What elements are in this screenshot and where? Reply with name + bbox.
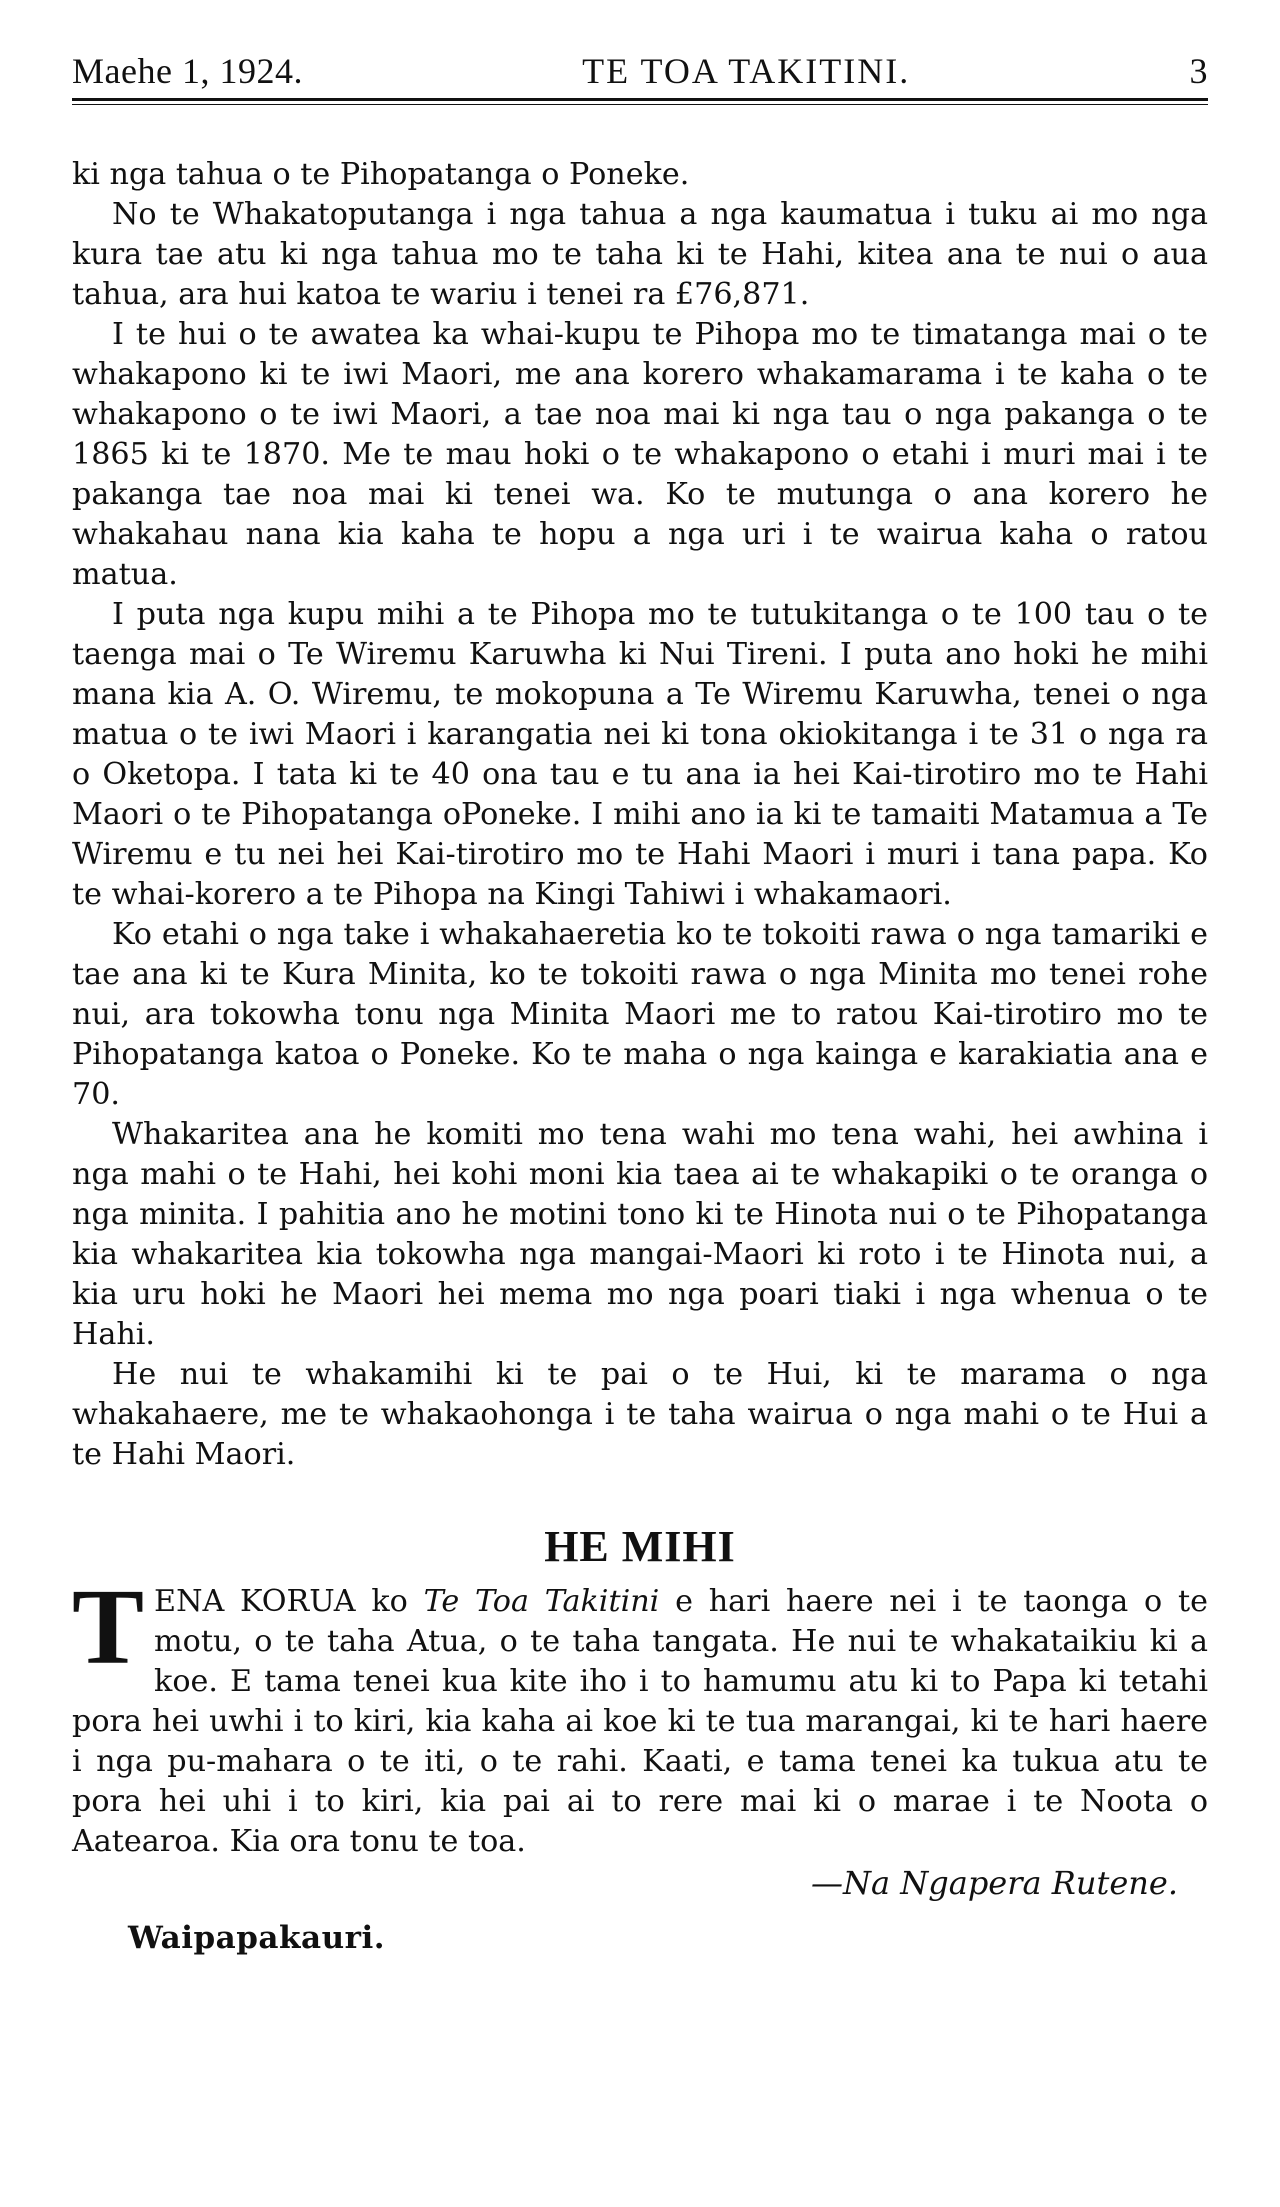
section-heading: HE MIHI [544,1522,736,1571]
publication-name: Te Toa Takitini [423,1584,660,1619]
document-page [72,50,1208,1956]
signature: —Na Ngapera Rutene. [811,1864,1178,1902]
running-header [72,50,1208,92]
letter-body [72,1568,1208,1862]
article-body [72,155,1208,1475]
letter-text-1: ko [355,1584,424,1619]
letter-text-2: e hari haere nei i te taonga o te motu, o te taha Atua, o te taha tangata. He nui te whakataikiu ki a koe. E tama tenei kua kite iho i to hamumu atu ki to Papa ki tetahi pora hei uwhi i to kiri, kia kaha ai koe ki te tua marangai, ki te hari haere i nga pu-mahara o te iti, o te rahi. Kaati, e tama tenei ka tukua atu te pora hei uhi i to kiri, kia pai ai to rere mai ki o marae i te Noota o Aatearoa. Kia ora tonu te toa. [72,1584,1208,1859]
header-rule [72,98,1208,101]
publication-title: TE TOA TAKITINI. [582,51,911,91]
issue-date: Maehe 1, 1924. [72,51,303,91]
header-rule-thin [72,104,1208,105]
paragraph: I te hui o te awatea ka whai-kupu te Pihopa mo te timatanga mai o te whakapono ki te iwi Maori, me ana korero whakamarama i te kaha o te whakapono o te iwi Maori, a tae noa mai ki nga tau o nga pakanga o te 1865 ki te 1870. Me te mau hoki o te whakapono o etahi i muri mai i te pakanga tae noa mai ki tenei wa. Ko te mutunga o ana korero he whakahau nana kia kaha te hopu a nga uri i te wairua kaha o ratou matua. [72,317,1208,592]
paragraph: No te Whakatoputanga i nga tahua a nga kaumatua i tuku ai mo nga kura tae atu ki nga tahua mo te taha ki te Hahi, kitea ana te nui o aua tahua, ara hui katoa te wariu i tenei ra £76,871. [72,197,1208,312]
paragraph: He nui te whakamihi ki te pai o te Hui, ki te marama o nga whakahaere, me te whakaohonga i te taha wairua o nga mahi o te Hui a te Hahi Maori. [72,1357,1208,1472]
drop-cap: T [72,1568,145,1687]
paragraph: Ko etahi o nga take i whakahaeretia ko te tokoiti rawa o nga tamariki e tae ana ki te Kura Minita, ko te tokoiti rawa o nga Minita mo tenei rohe nui, ara tokowha tonu nga Minita Maori me to ratou Kai-tirotiro mo te Pihopatanga katoa o Poneke. Ko te maha o nga kainga e karakiatia ana e 70. [72,917,1208,1112]
paragraph: Whakaritea ana he komiti mo tena wahi mo tena wahi, hei awhina i nga mahi o te Hahi, hei kohi moni kia taea ai te whakapiki o te oranga o nga minita. I pahitia ano he motini tono ki te Hinota nui o te Pihopatanga kia whakaritea kia tokowha nga mangai-Maori ki roto i te Hinota nui, a kia uru hoki he Maori hei mema mo nga poari tiaki i nga whenua o te Hahi. [72,1117,1208,1352]
paragraph-continued: ki nga tahua o te Pihopatanga o Poneke. [72,157,690,192]
paragraph: I puta nga kupu mihi a te Pihopa mo te tutukitanga o te 100 tau o te taenga mai o Te Wiremu Karuwha ki Nui Tireni. I puta ano hoki he mihi mana kia A. O. Wiremu, te mokopuna a Te Wiremu Karuwha, tenei o nga matua o te iwi Maori i karangatia nei ki tona okiokitanga i te 31 o nga ra o Oketopa. I tata ki te 40 ona tau e tu ana ia hei Kai-tirotiro mo te Hahi Maori o te Pihopatanga oPoneke. I mihi ano ia ki te tamaiti Matamua a Te Wiremu e tu nei hei Kai-tirotiro mo te Hahi Maori i muri i tana papa. Ko te whai-korero a te Pihopa na Kingi Tahiwi i whakamaori. [72,597,1208,912]
page-number: 3 [1189,51,1208,91]
lead-words: ENA KORUA [154,1584,356,1619]
place-name: Waipapakauri. [128,1920,386,1956]
